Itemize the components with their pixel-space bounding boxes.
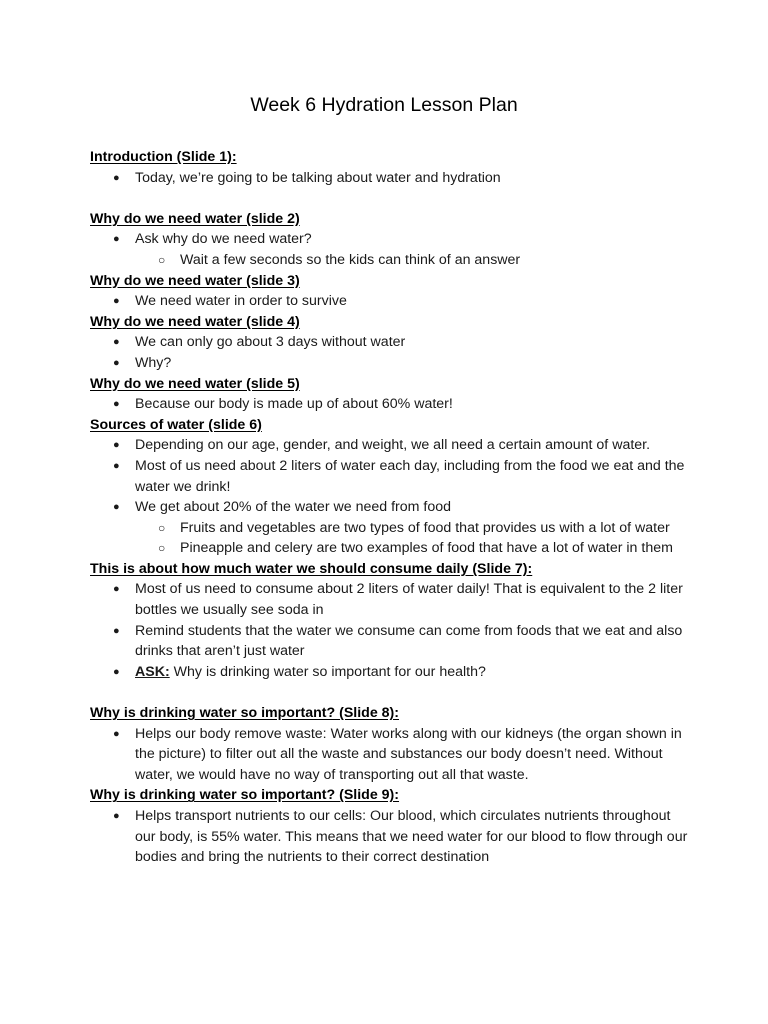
blank-line [90, 682, 690, 703]
bullet-icon: ● [113, 233, 120, 246]
list-item-text: Helps transport nutrients to our cells: Our blood, which circulates nutrients throughout our body, is 55% water. This means that we need water for our blood to flow through our bodies and bring the nutrients to their correct destination [135, 808, 688, 866]
sub-list-item [90, 518, 690, 539]
bullet-icon: ● [113, 398, 120, 411]
sub-bullet-icon: ○ [158, 252, 166, 267]
list-item [90, 579, 690, 620]
section-heading-slide-3: Why do we need water (slide 3) [90, 272, 300, 289]
list-item-text: We get about 20% of the water we need from food [135, 499, 451, 516]
bullet-icon: ● [113, 356, 120, 369]
list-item-text: Because our body is made up of about 60% water! [135, 396, 453, 413]
section-heading-slide-4: Why do we need water (slide 4) [90, 313, 300, 330]
blank-line [90, 188, 690, 209]
section-heading-slide-5: Why do we need water (slide 5) [90, 375, 300, 392]
list-item-text: Remind students that the water we consume can come from foods that we eat and also drinks that aren’t just water [135, 622, 683, 660]
bullet-icon: ● [113, 583, 120, 596]
bullet-icon: ● [113, 501, 120, 514]
ask-label: ASK: [135, 663, 170, 680]
sub-list-item-text: Pineapple and celery are two examples of food that have a lot of water in them [180, 540, 673, 557]
bullet-icon: ● [113, 727, 120, 740]
bullet-icon: ● [113, 459, 120, 472]
bullet-icon: ● [113, 665, 120, 678]
list-item [90, 806, 690, 868]
list-item-text: Ask why do we need water? [135, 231, 312, 248]
list-item-text: Most of us need about 2 liters of water each day, including from the food we eat and the water we drink! [135, 457, 685, 495]
list-item-text: We can only go about 3 days without water [135, 334, 406, 351]
sub-list-item-text: Fruits and vegetables are two types of food that provides us with a lot of water [180, 519, 670, 536]
list-item [90, 353, 690, 374]
list-item [90, 662, 690, 683]
section-heading-slide-6: Sources of water (slide 6) [90, 416, 262, 433]
bullet-icon: ● [113, 336, 120, 349]
list-item-text: Why is drinking water so important for our health? [169, 663, 486, 680]
sub-list-item [90, 250, 690, 271]
list-item [90, 621, 690, 662]
list-item-text: Most of us need to consume about 2 liters of water daily! That is equivalent to the 2 liter bottles we usually see soda in [135, 581, 683, 619]
bullet-icon: ● [113, 439, 120, 452]
list-item [90, 456, 690, 497]
section-heading-slide-8: Why is drinking water so important? (Slide 8): [90, 705, 400, 722]
list-item [90, 168, 690, 189]
bullet-icon: ● [113, 171, 120, 184]
document-body [90, 147, 690, 868]
sub-bullet-icon: ○ [158, 541, 166, 556]
section-heading-slide-9: Why is drinking water so important? (Slide 9): [90, 787, 400, 804]
list-item [90, 229, 690, 250]
list-item-text: Depending on our age, gender, and weight, we all need a certain amount of water. [135, 437, 651, 454]
list-item-text: Why? [135, 354, 172, 371]
list-item [90, 724, 690, 786]
bullet-icon: ● [113, 295, 120, 308]
bullet-icon: ● [113, 810, 120, 822]
sub-list-item [90, 538, 690, 559]
sub-list-item-text: Wait a few seconds so the kids can think of an answer [180, 251, 521, 268]
list-item [90, 291, 690, 312]
list-item-text: Helps our body remove waste: Water works along with our kidneys (the organ shown in the picture) to filter out all the waste and substances our body doesn’t need. Without water, we would have no way of transporting out all that waste. [135, 725, 682, 783]
sub-bullet-icon: ○ [158, 520, 166, 535]
section-heading-slide-7: This is about how much water we should consume daily (Slide 7): [90, 560, 533, 577]
document-title: Week 6 Hydration Lesson Plan [250, 94, 518, 116]
bullet-icon: ● [113, 624, 120, 637]
list-item [90, 394, 690, 415]
section-heading-slide-2: Why do we need water (slide 2) [90, 210, 300, 227]
list-item [90, 435, 690, 456]
section-heading-introduction: Introduction (Slide 1): [90, 149, 237, 165]
list-item [90, 332, 690, 353]
list-item-text: Today, we’re going to be talking about water and hydration [135, 169, 501, 186]
list-item-text: We need water in order to survive [135, 293, 347, 310]
list-item [90, 497, 690, 518]
